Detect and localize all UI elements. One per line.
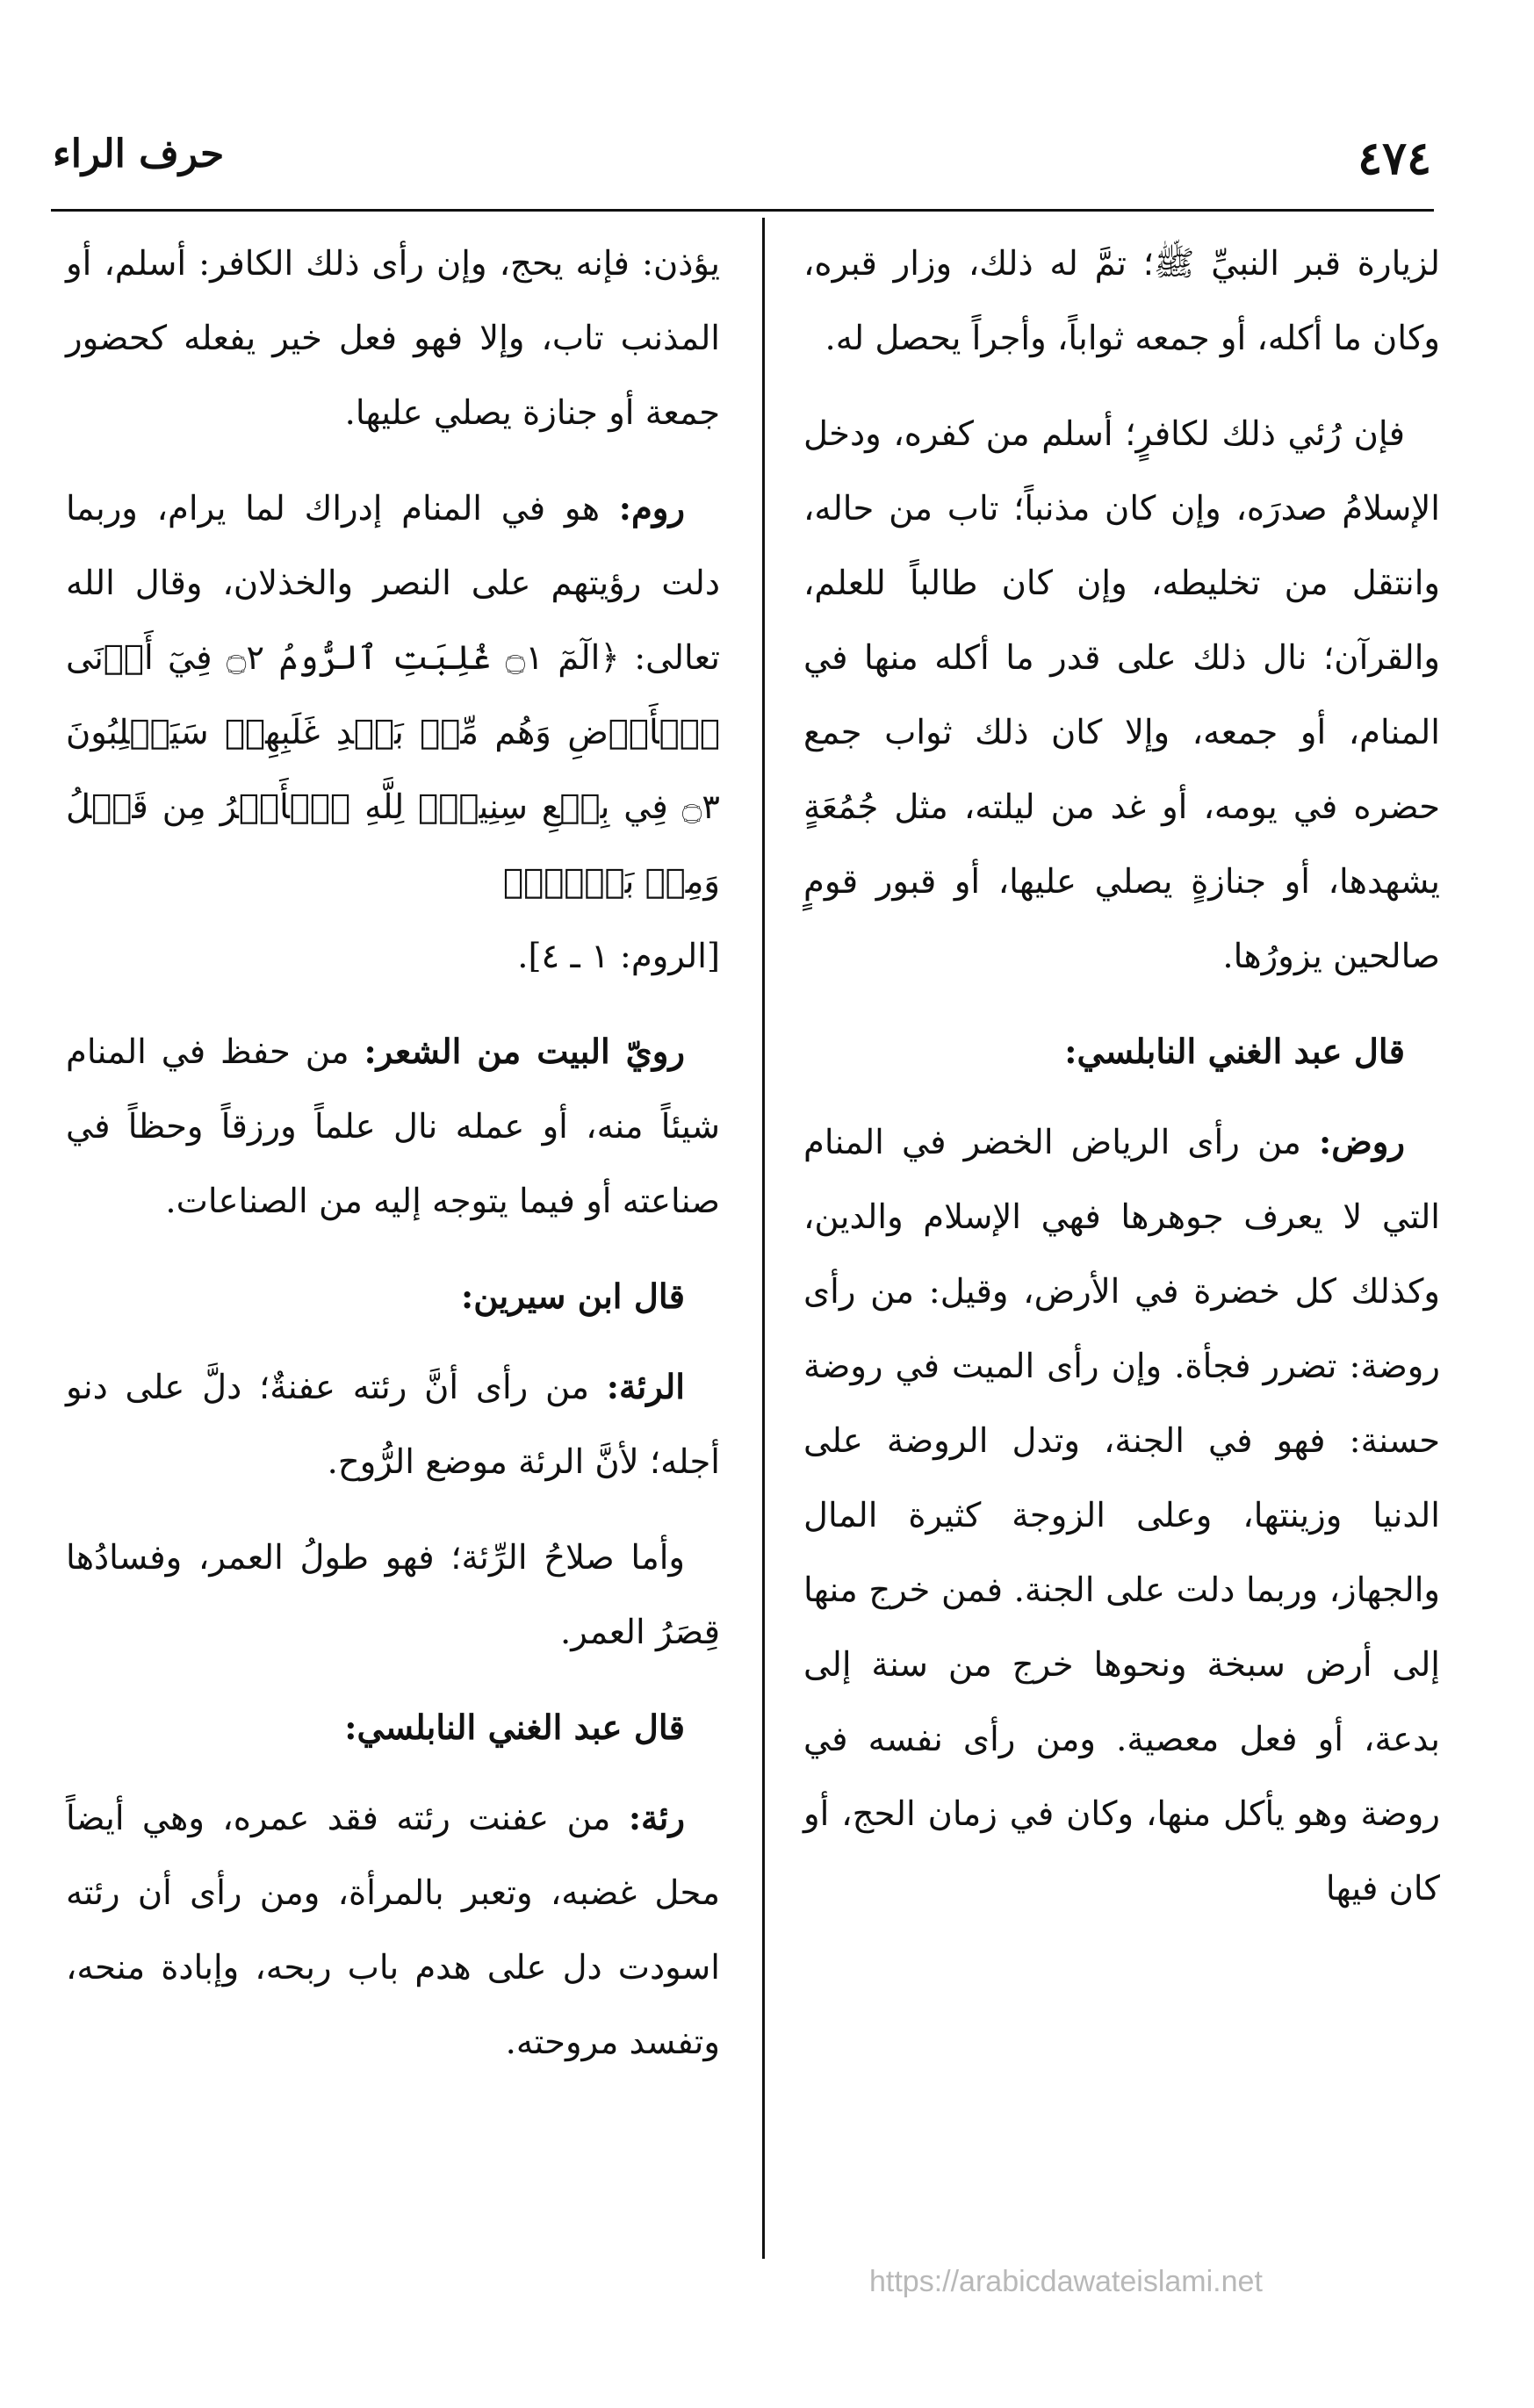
- paragraph: وأما صلاحُ الرِّئة؛ فهو طولُ العمر، وفسادُها قِصَرُ العمر.: [66, 1538, 720, 1652]
- paragraph: [66, 471, 720, 919]
- paragraph: فإن رُئي ذلك لكافرٍ؛ أسلم من كفره، ودخل الإسلامُ صدرَه، وإن كان مذنباً؛ تاب من حاله، وانتقل من تخليطه، وإن كان طالباً للعلم، والقرآن؛ نال ذلك على قدر ما أكله منها في المنام، أو جمعه، وإلا كان ذلك ثواب جمع حضره في يومه، أو غد من ليلته، مثل جُمُعَةٍ يشهدها، أو جنازةٍ يصلي عليها، أو قبور قومٍ صالحين يزورُها.: [803, 414, 1440, 976]
- entry-term: رويّ البيت من الشعر:: [364, 1032, 685, 1072]
- verse-reference: [الروم: ١ ـ ٤].: [517, 937, 720, 976]
- entry-term: روم:: [618, 489, 685, 528]
- left-column: [66, 226, 720, 2101]
- chapter-title: حرف الراء: [53, 132, 225, 176]
- section-heading: قال عبد الغني النابلسي:: [1064, 1032, 1405, 1072]
- paragraph: [803, 1105, 1440, 1926]
- entry-text: من رأى الرياض الخضر في المنام التي لا يعرف جوهرها فهي الإسلام والدين، وكذلك كل خضرة في الأرض، وقيل: من رأى روضة: تضرر فجأة. وإن رأى الميت في روضة حسنة: فهو في الجنة، وتدل الروضة على الدنيا وزينتها، وعلى الزوجة كثيرة المال والجهاز، وربما دلت على الجنة. فمن خرج منها إلى أرض سبخة ونحوها خرج من سنة إلى بدعة، أو فعل معصية. ومن رأى نفسه في روضة وهو يأكل منها، وكان في زمان الحج، أو كان فيها: [803, 1123, 1440, 1908]
- paragraph: [66, 1015, 720, 1239]
- entry-text: من عفنت رئته فقد عمره، وهي أيضاً محل غضبه، وتعبر بالمرأة، ومن رأى أن رئته اسودت دل على هدم باب ربحه، وإبادة منحه، وتفسد مروحته.: [66, 1799, 720, 2062]
- column-divider: [762, 218, 765, 2259]
- section-heading: قال ابن سيرين:: [461, 1277, 685, 1317]
- entry-term: الرئة:: [606, 1368, 685, 1407]
- paragraph: [66, 1781, 720, 2080]
- header-rule: [51, 209, 1434, 212]
- paragraph: لزيارة قبر النبيِّ ﷺ؛ تمَّ له ذلك، وزار قبره، وكان ما أكله، أو جمعه ثواباً، وأجراً يحصل له.: [803, 244, 1440, 358]
- section-heading: قال عبد الغني النابلسي:: [344, 1708, 685, 1748]
- entry-text: من حفظ في المنام شيئاً منه، أو عمله نال علماً ورزقاً وحظاً في صناعته أو فيما يتوجه إليه من الصناعات.: [66, 1032, 720, 1221]
- entry-text: هو في المنام إدراك لما يرام، وربما دلت رؤيتهم على النصر والخذلان، وقال الله تعالى:: [66, 489, 720, 678]
- entry-term: رئة:: [628, 1799, 685, 1838]
- paragraph: يؤذن: فإنه يحج، وإن رأى ذلك الكافر: أسلم، أو المذنب تاب، وإلا فهو فعل خير يفعله كحضور جمعة أو جنازة يصلي عليها.: [66, 244, 720, 433]
- right-column: [803, 226, 1440, 1947]
- page-header: [53, 132, 1431, 193]
- watermark-url: https://arabicdawateislami.net: [869, 2265, 1263, 2298]
- entry-text: من رأى أنَّ رئته عفنةٌ؛ دلَّ على دنو أجله؛ لأنَّ الرئة موضع الرُّوح.: [66, 1368, 720, 1482]
- entry-term: روض:: [1319, 1123, 1405, 1162]
- quran-verse: ﴿الٓمٓ ۝١ غُلِبَتِ ٱلرُّومُ ۝٢ فِيٓ أَدۡنَى ٱلۡأَرۡضِ وَهُم مِّنۢ بَعۡدِ غَلَبِهِمۡ سَيَغۡلِبُونَ ۝٣ فِي بِضۡعِ سِنِينَۗ لِلَّهِ ٱلۡأَمۡرُ مِن قَبۡلُ وَمِنۢ بَعۡدُۚ﴾: [66, 638, 720, 902]
- page-number: ٤٧٤: [1358, 132, 1431, 185]
- paragraph: [66, 1350, 720, 1499]
